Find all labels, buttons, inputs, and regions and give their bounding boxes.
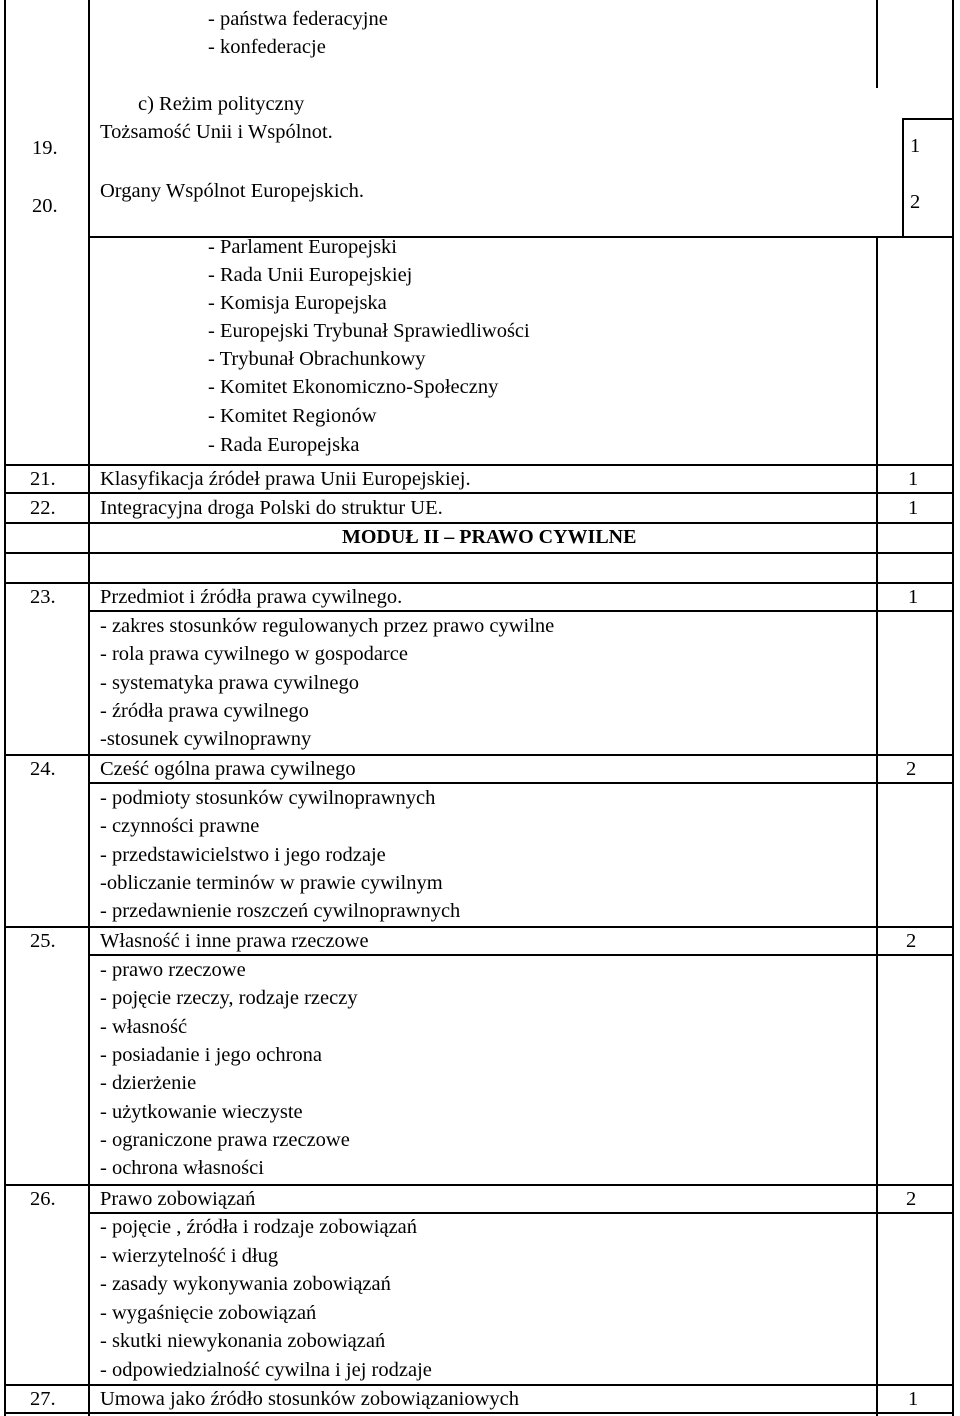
list-item: - Komisja Europejska	[208, 292, 387, 314]
table-border-right	[952, 0, 954, 1416]
row-divider	[902, 118, 954, 120]
list-item: - konfederacje	[208, 36, 326, 58]
list-item: - podmioty stosunków cywilnoprawnych	[100, 787, 436, 809]
table-border-left	[4, 0, 6, 1416]
list-item: -obliczanie terminów w prawie cywilnym	[100, 872, 443, 894]
row-hours: 1	[910, 135, 921, 157]
row-divider	[4, 552, 954, 554]
column-separator-hours	[876, 0, 878, 88]
row-title: Umowa jako źródło stosunków zobowiązaniowych	[100, 1388, 520, 1410]
list-item: -stosunek cywilnoprawny	[100, 728, 312, 750]
list-item: - użytkowanie wieczyste	[100, 1101, 303, 1123]
row-hours: 1	[908, 586, 919, 608]
section-label: c) Reżim polityczny	[138, 93, 305, 115]
row-title: Prawo zobowiązań	[100, 1188, 256, 1210]
row-title: Własność i inne prawa rzeczowe	[100, 930, 369, 952]
row-number: 23.	[30, 586, 56, 608]
row-number: 25.	[30, 930, 56, 952]
row-title: Klasyfikacja źródeł prawa Unii Europejskiej.	[100, 468, 471, 490]
list-item: - Trybunał Obrachunkowy	[208, 348, 426, 370]
row-number: 24.	[30, 758, 56, 780]
list-item: - pojęcie rzeczy, rodzaje rzeczy	[100, 987, 358, 1009]
column-separator-hours	[876, 236, 878, 1416]
list-item: - ograniczone prawa rzeczowe	[100, 1129, 350, 1151]
list-item: - Europejski Trybunał Sprawiedliwości	[208, 320, 530, 342]
row-number: 26.	[30, 1188, 56, 1210]
row-title: Integracyjna droga Polski do struktur UE.	[100, 497, 443, 519]
column-separator-hours	[902, 118, 904, 236]
list-item: - prawo rzeczowe	[100, 959, 246, 981]
row-hours: 2	[910, 191, 921, 213]
list-item: - Rada Unii Europejskiej	[208, 264, 413, 286]
list-item: - przedawnienie roszczeń cywilnoprawnych	[100, 900, 461, 922]
list-item: - wygaśnięcie zobowiązań	[100, 1302, 317, 1324]
list-item: - przedstawicielstwo i jego rodzaje	[100, 844, 386, 866]
list-item: - państwa federacyjne	[208, 8, 388, 30]
row-number: 19.	[32, 137, 58, 159]
row-hours: 1	[908, 497, 919, 519]
list-item: - Komitet Regionów	[208, 405, 377, 427]
row-number: 20.	[32, 195, 58, 217]
list-item: - źródła prawa cywilnego	[100, 700, 309, 722]
column-separator-num	[88, 0, 90, 1416]
list-item: - zasady wykonywania zobowiązań	[100, 1273, 391, 1295]
list-item: - skutki niewykonania zobowiązań	[100, 1330, 386, 1352]
row-number: 22.	[30, 497, 56, 519]
list-item: - posiadanie i jego ochrona	[100, 1044, 323, 1066]
list-item: - odpowiedzialność cywilna i jej rodzaje	[100, 1359, 432, 1381]
list-item: - zakres stosunków regulowanych przez prawo cywilne	[100, 615, 555, 637]
row-number: 27.	[30, 1388, 56, 1410]
row-hours: 2	[906, 930, 917, 952]
list-item: - Komitet Ekonomiczno-Społeczny	[208, 376, 499, 398]
row-hours: 1	[908, 468, 919, 490]
list-item: - pojęcie , źródła i rodzaje zobowiązań	[100, 1216, 418, 1238]
row-hours: 2	[906, 1188, 917, 1210]
row-title: Organy Wspólnot Europejskich.	[100, 180, 364, 202]
row-title: Przedmiot i źródła prawa cywilnego.	[100, 586, 403, 608]
list-item: - rola prawa cywilnego w gospodarce	[100, 643, 408, 665]
row-title: Cześć ogólna prawa cywilnego	[100, 758, 356, 780]
list-item: - dzierżenie	[100, 1072, 197, 1094]
module-heading: MODUŁ II – PRAWO CYWILNE	[342, 526, 637, 548]
list-item: - Parlament Europejski	[208, 236, 398, 258]
list-item: - czynności prawne	[100, 815, 260, 837]
list-item: - własność	[100, 1016, 188, 1038]
list-item: - Rada Europejska	[208, 434, 360, 456]
row-hours: 2	[906, 758, 917, 780]
list-item: - ochrona własności	[100, 1157, 264, 1179]
row-hours: 1	[908, 1388, 919, 1410]
list-item: - wierzytelność i dług	[100, 1245, 279, 1267]
row-title: Tożsamość Unii i Wspólnot.	[100, 121, 333, 143]
list-item: - systematyka prawa cywilnego	[100, 672, 360, 694]
row-number: 21.	[30, 468, 56, 490]
